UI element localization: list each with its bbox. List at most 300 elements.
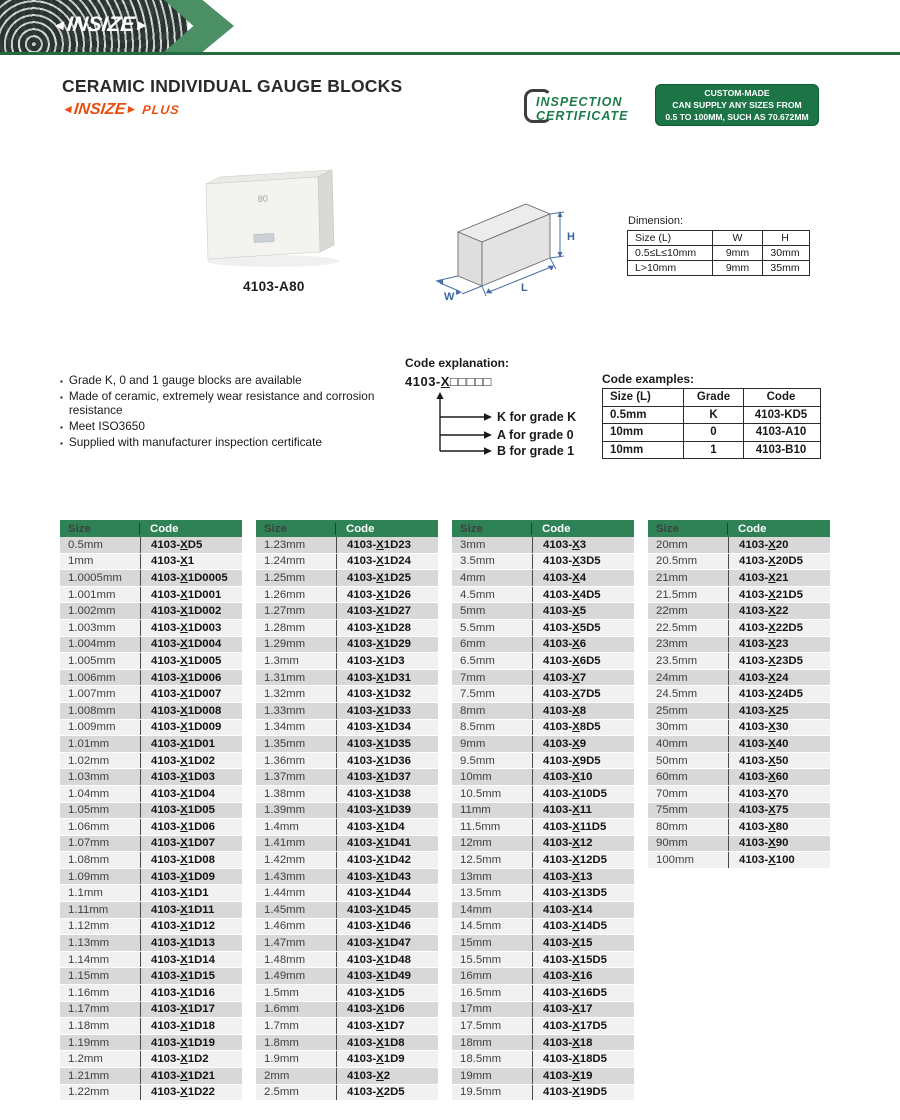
size-code-row xyxy=(256,653,438,670)
size-code-row xyxy=(452,869,634,886)
feature-text: Made of ceramic, extremely wear resistance and corrosion resistance xyxy=(68,389,375,417)
code-cell: 4103- X 15 xyxy=(532,935,634,951)
table-row xyxy=(603,423,820,441)
code-cell: 4103- X 1D4 xyxy=(336,819,438,835)
size-cell: 11mm xyxy=(460,804,491,817)
size-cell: 4mm xyxy=(460,571,486,584)
feature-item xyxy=(60,374,390,388)
size-code-row xyxy=(256,620,438,637)
size-cell: 14mm xyxy=(460,903,492,916)
table-header xyxy=(60,520,242,537)
size-cell: 1.22mm xyxy=(68,1086,110,1099)
size-code-row xyxy=(256,1018,438,1035)
size-code-row xyxy=(256,819,438,836)
size-cell: 22.5mm xyxy=(656,621,698,634)
code-cell: 4103- X 22D5 xyxy=(728,620,830,636)
size-code-row xyxy=(256,919,438,936)
size-code-row xyxy=(452,852,634,869)
code-cell: 4103- X 11 xyxy=(532,803,634,819)
grade-0-branch: A for grade 0 xyxy=(497,428,574,442)
size-cell: 1.43mm xyxy=(264,870,306,883)
code-cell: 4103- X 16 xyxy=(532,968,634,984)
size-code-row xyxy=(256,902,438,919)
code-cell: 4103- X 1D45 xyxy=(336,902,438,918)
code-cell: 4103- X 8 xyxy=(532,703,634,719)
code-cell: 4103- X 1D7 xyxy=(336,1018,438,1034)
size-code-row xyxy=(648,819,830,836)
table-row xyxy=(603,441,820,459)
logo-arrow-right-icon: ► xyxy=(124,102,139,116)
table-cell: 0.5mm xyxy=(610,408,647,421)
size-code-row xyxy=(60,935,242,952)
size-cell: 11.5mm xyxy=(460,820,501,833)
code-cell: 4103- X 1D05 xyxy=(140,803,242,819)
size-code-row xyxy=(60,554,242,571)
code-column-header: Code xyxy=(738,522,767,535)
size-cell: 1.009mm xyxy=(68,721,116,734)
size-cell: 17.5mm xyxy=(460,1020,502,1033)
code-cell: 4103- X 21D5 xyxy=(728,587,830,603)
size-code-row xyxy=(648,736,830,753)
size-cell: 6.5mm xyxy=(460,654,495,667)
size-code-row xyxy=(60,919,242,936)
size-code-row xyxy=(60,769,242,786)
size-code-row xyxy=(60,902,242,919)
code-cell: 4103- X 1D16 xyxy=(140,985,242,1001)
size-cell: 1.3mm xyxy=(264,654,299,667)
size-cell: 23mm xyxy=(656,638,688,651)
size-cell: 1.006mm xyxy=(68,671,116,684)
code-cell: 4103- X 3 xyxy=(532,537,634,553)
code-examples-table xyxy=(602,388,821,459)
size-column-header: Size xyxy=(256,523,336,535)
code-cell: 4103- X 1D002 xyxy=(140,603,242,619)
size-code-row xyxy=(60,968,242,985)
column-header: Code xyxy=(743,389,818,406)
size-code-row xyxy=(648,836,830,853)
code-cell: 4103- X 1D04 xyxy=(140,786,242,802)
size-code-row xyxy=(256,587,438,604)
size-cell: 1.41mm xyxy=(264,837,306,850)
code-cell: 4103- X 1D0005 xyxy=(140,570,242,586)
size-code-row xyxy=(452,1085,634,1102)
size-code-row xyxy=(648,637,830,654)
size-cell: 19.5mm xyxy=(460,1086,502,1099)
size-cell: 21mm xyxy=(656,571,688,584)
size-cell: 24.5mm xyxy=(656,688,698,701)
size-cell: 6mm xyxy=(460,638,486,651)
feature-item xyxy=(60,436,390,450)
code-cell: 4103- X 19 xyxy=(532,1068,634,1084)
code-cell: 4103- X 17D5 xyxy=(532,1018,634,1034)
code-cell: 4103- X 14 xyxy=(532,902,634,918)
size-cell: 1.02mm xyxy=(68,754,110,767)
table-row xyxy=(628,245,809,260)
size-cell: 20.5mm xyxy=(656,555,698,568)
code-cell: 4103- X 1D41 xyxy=(336,836,438,852)
code-cell: 4103- X 5 xyxy=(532,603,634,619)
size-cell: 1.37mm xyxy=(264,771,306,784)
size-code-row xyxy=(60,653,242,670)
table-cell: 4103-B10 xyxy=(743,442,818,459)
custom-made-badge xyxy=(655,84,819,126)
size-cell: 1.44mm xyxy=(264,887,306,900)
column-header: Grade xyxy=(683,389,743,406)
block-marking: 80 xyxy=(257,193,269,204)
size-code-row xyxy=(648,537,830,554)
code-cell: 4103- X 60 xyxy=(728,769,830,785)
size-code-row xyxy=(60,736,242,753)
size-code-row xyxy=(452,653,634,670)
size-cell: 40mm xyxy=(656,737,688,750)
table-cell: 30mm xyxy=(762,246,807,260)
size-cell: 1.28mm xyxy=(264,621,306,634)
code-cell: 4103- X 50 xyxy=(728,753,830,769)
size-code-row xyxy=(452,686,634,703)
plus-label: PLUS xyxy=(141,103,181,117)
size-cell: 19mm xyxy=(460,1069,492,1082)
code-cell: 4103- X 6 xyxy=(532,637,634,653)
block-logo-plate xyxy=(254,233,274,242)
size-cell: 2mm xyxy=(264,1069,290,1082)
size-code-row xyxy=(256,769,438,786)
code-cell: 4103- X 17 xyxy=(532,1002,634,1018)
size-code-row xyxy=(60,670,242,687)
size-cell: 1.27mm xyxy=(264,605,306,618)
table-cell: 0.5≤L≤10mm xyxy=(635,247,697,259)
size-code-row xyxy=(60,720,242,737)
size-code-row xyxy=(256,603,438,620)
code-cell: 4103- X 1D25 xyxy=(336,570,438,586)
size-code-row xyxy=(60,1051,242,1068)
size-code-row xyxy=(256,537,438,554)
code-cell: 4103- X 25 xyxy=(728,703,830,719)
size-code-row xyxy=(256,570,438,587)
table-cell: 1 xyxy=(683,442,743,459)
size-cell: 1.23mm xyxy=(264,538,306,551)
feature-text: Grade K, 0 and 1 gauge blocks are available xyxy=(68,373,302,387)
code-cell: 4103- X D5 xyxy=(140,537,242,553)
size-cell: 1.008mm xyxy=(68,704,116,717)
feature-text: Supplied with manufacturer inspection certificate xyxy=(68,434,322,449)
code-cell: 4103- X 3D5 xyxy=(532,554,634,570)
size-cell: 50mm xyxy=(656,754,688,767)
size-code-row xyxy=(256,852,438,869)
size-cell: 18mm xyxy=(460,1036,492,1049)
size-cell: 1.31mm xyxy=(264,671,306,684)
size-cell: 8mm xyxy=(460,704,486,717)
size-cell: 12mm xyxy=(460,837,492,850)
size-cell: 1.005mm xyxy=(68,654,116,667)
code-cell: 4103- X 1D27 xyxy=(336,603,438,619)
size-code-row xyxy=(256,836,438,853)
size-code-row xyxy=(452,603,634,620)
code-cell: 4103- X 10 xyxy=(532,769,634,785)
size-code-row xyxy=(256,1068,438,1085)
code-cell: 4103- X 21 xyxy=(728,570,830,586)
size-cell: 1.002mm xyxy=(68,605,116,618)
code-cell: 4103- X 1D37 xyxy=(336,769,438,785)
size-cell: 17mm xyxy=(460,1003,492,1016)
table-cell: 35mm xyxy=(762,261,807,275)
size-code-row xyxy=(648,703,830,720)
size-code-row xyxy=(60,703,242,720)
size-code-row xyxy=(452,952,634,969)
size-cell: 15mm xyxy=(460,937,492,950)
table-cell: 10mm xyxy=(610,426,644,439)
table-cell: 10mm xyxy=(610,443,644,456)
size-code-row xyxy=(452,703,634,720)
size-code-row xyxy=(60,836,242,853)
code-cell: 4103- X 1D06 xyxy=(140,819,242,835)
size-code-row xyxy=(60,587,242,604)
size-code-row xyxy=(60,885,242,902)
code-cell: 4103- X 6D5 xyxy=(532,653,634,669)
size-code-table-4 xyxy=(648,520,830,869)
table-header xyxy=(648,520,830,537)
code-cell: 4103- X 90 xyxy=(728,836,830,852)
size-code-row xyxy=(452,570,634,587)
grade-1-branch: B for grade 1 xyxy=(497,444,575,458)
code-cell: 4103- X 1D1 xyxy=(140,885,242,901)
code-cell: 4103- X 1D29 xyxy=(336,637,438,653)
code-cell: 4103- X 18 xyxy=(532,1035,634,1051)
size-code-row xyxy=(452,1068,634,1085)
size-code-table-1 xyxy=(60,520,242,1101)
size-cell: 1.09mm xyxy=(68,870,110,883)
code-cell: 4103- X 1D19 xyxy=(140,1035,242,1051)
code-cell: 4103- X 18D5 xyxy=(532,1051,634,1067)
size-cell: 15.5mm xyxy=(460,953,502,966)
code-cell: 4103- X 1D9 xyxy=(336,1051,438,1067)
size-cell: 1.04mm xyxy=(68,787,110,800)
table-header xyxy=(452,520,634,537)
column-header: Size (L) xyxy=(635,232,672,244)
code-cell: 4103- X 1 xyxy=(140,554,242,570)
size-cell: 1.35mm xyxy=(264,737,306,750)
size-code-row xyxy=(648,720,830,737)
size-code-row xyxy=(256,803,438,820)
code-cell: 4103- X 1D006 xyxy=(140,670,242,686)
size-cell: 1.12mm xyxy=(68,920,110,933)
size-code-row xyxy=(60,786,242,803)
feature-text: Meet ISO3650 xyxy=(68,418,145,433)
page-title: CERAMIC INDIVIDUAL GAUGE BLOCKS xyxy=(62,76,403,96)
size-code-row xyxy=(256,637,438,654)
code-cell: 4103- X 1D2 xyxy=(140,1051,242,1067)
size-code-row xyxy=(648,769,830,786)
code-cell: 4103- X 1D004 xyxy=(140,637,242,653)
size-code-row xyxy=(60,1002,242,1019)
code-cell: 4103- X 19D5 xyxy=(532,1085,634,1101)
code-column-header: Code xyxy=(150,522,179,535)
size-code-row xyxy=(452,587,634,604)
size-cell: 1.11mm xyxy=(68,903,109,916)
size-code-row xyxy=(60,537,242,554)
size-cell: 90mm xyxy=(656,837,688,850)
size-cell: 0.5mm xyxy=(68,538,103,551)
bullet-icon: ▪ xyxy=(60,422,63,432)
size-code-row xyxy=(648,620,830,637)
size-code-row xyxy=(60,952,242,969)
size-code-row xyxy=(60,869,242,886)
size-cell: 30mm xyxy=(656,721,688,734)
code-column-header: Code xyxy=(542,522,571,535)
code-cell: 4103- X 20 xyxy=(728,537,830,553)
size-code-row xyxy=(60,985,242,1002)
size-code-row xyxy=(648,570,830,587)
size-cell: 10.5mm xyxy=(460,787,502,800)
size-cell: 1.32mm xyxy=(264,688,306,701)
code-cell: 4103- X 40 xyxy=(728,736,830,752)
code-cell: 4103- X 1D6 xyxy=(336,1002,438,1018)
size-code-row xyxy=(60,686,242,703)
size-code-row xyxy=(648,686,830,703)
code-cell: 4103- X 70 xyxy=(728,786,830,802)
table-cell: L>10mm xyxy=(635,262,677,274)
size-code-row xyxy=(60,1018,242,1035)
header-divider xyxy=(0,52,900,55)
code-cell: 4103- X 4 xyxy=(532,570,634,586)
size-code-row xyxy=(452,803,634,820)
size-code-row xyxy=(648,803,830,820)
size-cell: 1.39mm xyxy=(264,804,306,817)
code-cell: 4103- X 24D5 xyxy=(728,686,830,702)
code-cell: 4103- X 22 xyxy=(728,603,830,619)
column-header: Size (L) xyxy=(610,391,651,404)
code-cell: 4103- X 1D44 xyxy=(336,885,438,901)
size-cell: 1.42mm xyxy=(264,854,306,867)
size-code-row xyxy=(60,637,242,654)
table-cell: K xyxy=(683,407,743,424)
code-cell: 4103- X 1D09 xyxy=(140,869,242,885)
size-cell: 8.5mm xyxy=(460,721,495,734)
code-cell: 4103- X 1D21 xyxy=(140,1068,242,1084)
size-code-row xyxy=(256,686,438,703)
code-cell: 4103- X 1D47 xyxy=(336,935,438,951)
inspection-certificate-badge xyxy=(536,95,628,123)
size-cell: 1.45mm xyxy=(264,903,306,916)
size-code-row xyxy=(648,653,830,670)
code-cell: 4103- X 1D11 xyxy=(140,902,242,918)
dimension-table-title: Dimension: xyxy=(628,215,684,227)
size-code-row xyxy=(452,554,634,571)
size-cell: 12.5mm xyxy=(460,854,502,867)
code-cell: 4103- X 23D5 xyxy=(728,653,830,669)
size-cell: 25mm xyxy=(656,704,688,717)
size-code-row xyxy=(452,769,634,786)
size-cell: 1.1mm xyxy=(68,887,103,900)
size-cell: 1.03mm xyxy=(68,771,110,784)
size-code-row xyxy=(452,885,634,902)
code-cell: 4103- X 23 xyxy=(728,637,830,653)
size-code-row xyxy=(452,1051,634,1068)
size-cell: 2.5mm xyxy=(264,1086,299,1099)
size-code-row xyxy=(452,985,634,1002)
size-cell: 1.47mm xyxy=(264,937,306,950)
code-cell: 4103- X 1D14 xyxy=(140,952,242,968)
code-cell: 4103- X 5D5 xyxy=(532,620,634,636)
size-cell: 1.18mm xyxy=(68,1020,110,1033)
code-cell: 4103- X 7 xyxy=(532,670,634,686)
code-cell: 4103- X 1D46 xyxy=(336,919,438,935)
code-column-header: Code xyxy=(346,522,375,535)
size-cell: 1.16mm xyxy=(68,986,110,999)
code-cell: 4103- X 80 xyxy=(728,819,830,835)
code-cell: 4103- X 1D36 xyxy=(336,753,438,769)
size-cell: 20mm xyxy=(656,538,688,551)
logo-arrow-right-icon: ► xyxy=(133,17,151,34)
size-code-row xyxy=(60,1068,242,1085)
size-cell: 1.26mm xyxy=(264,588,306,601)
size-code-row xyxy=(648,753,830,770)
code-cell: 4103- X 1D48 xyxy=(336,952,438,968)
size-cell: 1.17mm xyxy=(68,1003,110,1016)
code-cell: 4103- X 15D5 xyxy=(532,952,634,968)
certificate-line: CERTIFICATE xyxy=(536,109,629,123)
size-code-row xyxy=(256,753,438,770)
code-cell: 4103- X 1D005 xyxy=(140,653,242,669)
size-cell: 1mm xyxy=(68,555,94,568)
size-cell: 21.5mm xyxy=(656,588,698,601)
code-cell: 4103- X 1D03 xyxy=(140,769,242,785)
size-code-row xyxy=(452,836,634,853)
size-cell: 1.19mm xyxy=(68,1036,110,1049)
insize-plus-logo xyxy=(61,101,181,119)
size-cell: 1.9mm xyxy=(264,1053,299,1066)
size-cell: 22mm xyxy=(656,605,688,618)
table-row xyxy=(628,260,809,275)
size-cell: 1.33mm xyxy=(264,704,306,717)
size-cell: 1.004mm xyxy=(68,638,116,651)
table-header-row xyxy=(628,231,809,245)
size-code-row xyxy=(60,1085,242,1102)
code-explanation-title: Code explanation: xyxy=(405,356,510,370)
size-cell: 1.4mm xyxy=(264,820,299,833)
code-cell: 4103- X 1D08 xyxy=(140,852,242,868)
header-photo-banner xyxy=(0,0,188,52)
code-cell: 4103- X 16D5 xyxy=(532,985,634,1001)
inspection-line: INSPECTION xyxy=(536,95,623,109)
size-cell: 3.5mm xyxy=(460,555,495,568)
size-code-row xyxy=(256,720,438,737)
size-cell: 7.5mm xyxy=(460,688,495,701)
code-cell: 4103- X 1D23 xyxy=(336,537,438,553)
size-cell: 14.5mm xyxy=(460,920,502,933)
feature-item xyxy=(60,390,390,417)
size-code-row xyxy=(452,968,634,985)
table-cell: 0 xyxy=(683,424,743,441)
code-cell: 4103- X 1D26 xyxy=(336,587,438,603)
size-cell: 75mm xyxy=(656,804,688,817)
size-code-row xyxy=(452,1018,634,1035)
size-cell: 1.7mm xyxy=(264,1020,299,1033)
code-cell: 4103- X 1D8 xyxy=(336,1035,438,1051)
code-cell: 4103- X 75 xyxy=(728,803,830,819)
size-cell: 1.007mm xyxy=(68,688,116,701)
table-cell: 4103-KD5 xyxy=(743,407,818,424)
size-code-row xyxy=(256,1051,438,1068)
size-cell: 1.001mm xyxy=(68,588,116,601)
code-cell: 4103- X 1D5 xyxy=(336,985,438,1001)
code-cell: 4103- X 1D009 xyxy=(140,720,242,736)
code-cell: 4103- X 1D43 xyxy=(336,869,438,885)
code-cell: 4103- X 1D39 xyxy=(336,803,438,819)
size-cell: 1.8mm xyxy=(264,1036,299,1049)
size-cell: 1.38mm xyxy=(264,787,306,800)
size-code-row xyxy=(256,1002,438,1019)
size-code-row xyxy=(60,753,242,770)
